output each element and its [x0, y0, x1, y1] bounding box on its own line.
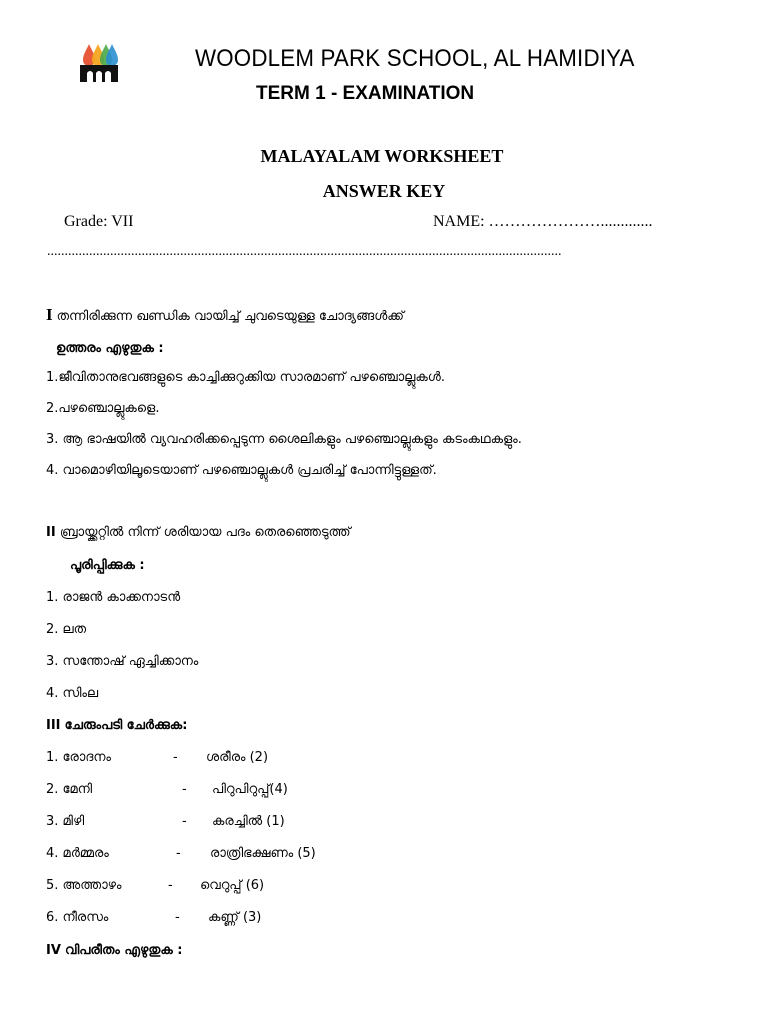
- name-field: NAME: ………………….............: [433, 213, 653, 230]
- section-2-answer-1: 1. രാജൻ കാക്കനാടൻ: [46, 590, 181, 605]
- match-right-1: ശരീരം (2): [206, 750, 269, 765]
- school-name: WOODLEM PARK SCHOOL, AL HAMIDIYA: [195, 45, 635, 72]
- section-1-prompt: തന്നിരിക്കുന്ന ഖണ്ഡിക വായിച്ച് ചുവടെയുള്ള ചോദ്യങ്ങൾക്ക്: [56, 309, 404, 324]
- match-dash-2: -: [182, 782, 187, 797]
- section-1-answer-3: 3. ആ ഭാഷയിൽ വ്യവഹരിക്കപ്പെടുന്ന ശൈലികളും പഴഞ്ചൊല്ലുകളും കടംകഥകളും.: [46, 432, 522, 447]
- section-4-prompt: വിപരീതം എഴുതുക :: [65, 943, 183, 958]
- section-2-numeral: II: [46, 525, 56, 540]
- match-left-6: 6. നീരസം: [46, 910, 109, 925]
- section-2-answer-3: 3. സന്തോഷ് ഏച്ചിക്കാനം: [46, 654, 199, 669]
- section-4-heading: [46, 943, 182, 958]
- section-1-answer-1: 1.ജീവിതാനുഭവങ്ങളുടെ കാച്ചിക്കുറുക്കിയ സാരമാണ് പഴഞ്ചൊല്ലുകൾ.: [46, 370, 445, 385]
- dotted-divider: ...................................................................................................................................................: [47, 244, 562, 259]
- match-dash-1: -: [173, 750, 178, 765]
- section-4-numeral: IV: [46, 943, 61, 958]
- match-left-5: 5. അത്താഴം: [46, 878, 122, 893]
- match-dash-3: -: [182, 814, 187, 829]
- match-left-3: 3. മിഴി: [46, 814, 85, 829]
- match-right-5: വെറുപ്പ് (6): [200, 878, 265, 893]
- section-2-answer-4: 4. സിംല: [46, 686, 99, 701]
- match-left-2: 2. മേനി: [46, 782, 93, 797]
- match-dash-6: -: [175, 910, 180, 925]
- match-right-2: പിറുപിറുപ്പ്(4): [212, 782, 288, 797]
- match-right-6: കണ്ണ് (3): [208, 910, 262, 925]
- section-2-heading: [46, 525, 351, 540]
- section-2-answer-2: 2. ലത: [46, 622, 87, 637]
- school-logo-icon: [78, 41, 120, 83]
- section-3-heading: [46, 718, 187, 733]
- answer-key-title: ANSWER KEY: [322, 181, 446, 201]
- match-left-4: 4. മർമ്മരം: [46, 846, 109, 861]
- section-1-answer-4: 4. വാമൊഴിയിലൂടെയാണ് പഴഞ്ചൊല്ലുകൾ പ്രചരിച്ച് പോന്നിട്ടുള്ളത്.: [46, 463, 437, 478]
- section-3-numeral: III: [46, 718, 61, 733]
- section-3-prompt: ചേരുംപടി ചേർക്കുക:: [64, 718, 188, 733]
- match-dash-4: -: [176, 846, 181, 861]
- section-1-numeral: I: [46, 305, 53, 324]
- worksheet-title: MALAYALAM WORKSHEET: [260, 146, 504, 166]
- section-2-prompt: ബ്രായ്ക്കറ്റിൽ നിന്ന് ശരിയായ പദം തെരഞ്ഞെടുത്ത്: [59, 525, 351, 540]
- match-left-1: 1. രോദനം: [46, 750, 111, 765]
- exam-term: TERM 1 - EXAMINATION: [256, 83, 475, 104]
- grade-label: Grade: VII: [64, 213, 134, 230]
- section-2-prompt-2: പൂരിപ്പിക്കുക :: [70, 558, 145, 573]
- section-1-answer-2: 2.പഴഞ്ചൊല്ലുകളെ.: [46, 401, 160, 416]
- section-1-heading: [46, 305, 404, 325]
- match-right-3: കരച്ചിൽ (1): [212, 814, 285, 829]
- match-dash-5: -: [168, 878, 173, 893]
- match-right-4: രാത്രിഭക്ഷണം (5): [210, 846, 316, 861]
- section-1-prompt-2: ഉത്തരം എഴുതുക :: [56, 341, 164, 356]
